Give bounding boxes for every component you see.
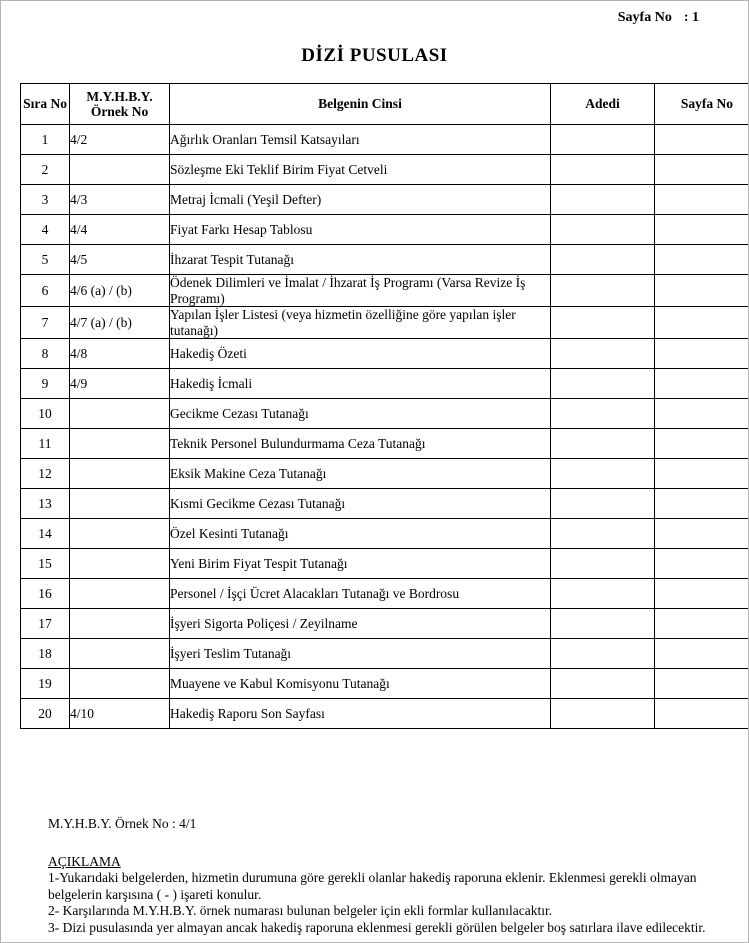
sayfa-no-cell [655,275,749,307]
header-ornek-no: M.Y.H.B.Y. Örnek No [70,84,170,125]
ornek-no-cell [70,399,170,429]
table-row [21,185,749,215]
sayfa-no-cell [655,669,749,699]
sayfa-no-cell [655,155,749,185]
sira-no-cell: 3 [21,185,70,215]
belgenin-cinsi-cell: Yeni Birim Fiyat Tespit Tutanağı [170,549,551,579]
header-adedi: Adedi [551,84,655,125]
table-row [21,155,749,185]
ornek-no-cell [70,459,170,489]
sayfa-no-cell [655,699,749,729]
sayfa-no-cell [655,307,749,339]
form-ornek-no-line: M.Y.H.B.Y. Örnek No : 4/1 [48,816,197,831]
sira-no-cell: 17 [21,609,70,639]
document-index-table [20,83,749,729]
table-row [21,339,749,369]
sayfa-no-cell [655,639,749,669]
belgenin-cinsi-cell: Sözleşme Eki Teklif Birim Fiyat Cetveli [170,155,551,185]
sayfa-no-cell [655,125,749,155]
table-row [21,459,749,489]
sira-no-cell: 4 [21,215,70,245]
sira-no-cell: 20 [21,699,70,729]
sira-no-cell: 16 [21,579,70,609]
adedi-cell [551,579,655,609]
table-row [21,639,749,669]
sira-no-cell: 18 [21,639,70,669]
adedi-cell [551,489,655,519]
belgenin-cinsi-cell: Yapılan İşler Listesi (veya hizmetin özelliğine göre yapılan işler tutanağı) [170,307,551,339]
table-row [21,669,749,699]
adedi-cell [551,155,655,185]
page-number-label: Sayfa No [617,10,672,25]
table-row [21,699,749,729]
belgenin-cinsi-cell: Personel / İşçi Ücret Alacakları Tutanağı ve Bordrosu [170,579,551,609]
sayfa-no-cell [655,215,749,245]
ornek-no-cell: 4/4 [70,215,170,245]
sayfa-no-cell [655,399,749,429]
sayfa-no-cell [655,369,749,399]
table-row [21,245,749,275]
table-row [21,609,749,639]
sira-no-cell: 15 [21,549,70,579]
belgenin-cinsi-cell: Muayene ve Kabul Komisyonu Tutanağı [170,669,551,699]
sira-no-cell: 14 [21,519,70,549]
sayfa-no-cell [655,609,749,639]
sayfa-no-cell [655,185,749,215]
belgenin-cinsi-cell: İşyeri Teslim Tutanağı [170,639,551,669]
ornek-no-cell [70,639,170,669]
adedi-cell [551,459,655,489]
adedi-cell [551,699,655,729]
belgenin-cinsi-cell: Hakediş İcmali [170,369,551,399]
table-row [21,215,749,245]
belgenin-cinsi-cell: Ödenek Dilimleri ve İmalat / İhzarat İş Programı (Varsa Revize İş Programı) [170,275,551,307]
ornek-no-cell: 4/2 [70,125,170,155]
ornek-no-cell [70,549,170,579]
header-sira-no: Sıra No [21,84,70,125]
sayfa-no-cell [655,429,749,459]
sayfa-no-cell [655,489,749,519]
table-row [21,519,749,549]
table-row [21,369,749,399]
belgenin-cinsi-cell: Hakediş Raporu Son Sayfası [170,699,551,729]
belgenin-cinsi-cell: Gecikme Cezası Tutanağı [170,399,551,429]
table-row [21,549,749,579]
sira-no-cell: 10 [21,399,70,429]
sayfa-no-cell [655,579,749,609]
adedi-cell [551,125,655,155]
sayfa-no-cell [655,519,749,549]
ornek-no-cell [70,519,170,549]
ornek-no-cell [70,579,170,609]
ornek-no-cell [70,669,170,699]
belgenin-cinsi-cell: İşyeri Sigorta Poliçesi / Zeyilname [170,609,551,639]
sira-no-cell: 12 [21,459,70,489]
table-header-row [21,84,749,125]
belgenin-cinsi-cell: Kısmi Gecikme Cezası Tutanağı [170,489,551,519]
table-row [21,489,749,519]
sayfa-no-cell [655,459,749,489]
table-row [21,125,749,155]
aciklama-note-3: 3- Dizi pusulasında yer almayan ancak hakediş raporuna eklenmesi gerekli görülen belgeler boş satırlara ilave edilecektir. [48,919,706,935]
adedi-cell [551,669,655,699]
footer-block [48,816,734,936]
ornek-no-cell: 4/6 (a) / (b) [70,275,170,307]
header-belgenin-cinsi: Belgenin Cinsi [170,84,551,125]
adedi-cell [551,215,655,245]
sira-no-cell: 13 [21,489,70,519]
adedi-cell [551,339,655,369]
adedi-cell [551,399,655,429]
adedi-cell [551,429,655,459]
belgenin-cinsi-cell: Ağırlık Oranları Temsil Katsayıları [170,125,551,155]
adedi-cell [551,369,655,399]
table-header [21,84,749,125]
page-number-value: : 1 [683,10,699,25]
sayfa-no-cell [655,245,749,275]
sira-no-cell: 19 [21,669,70,699]
ornek-no-cell [70,429,170,459]
adedi-cell [551,639,655,669]
sira-no-cell: 8 [21,339,70,369]
aciklama-note-1: 1-Yukarıdaki belgelerden, hizmetin durumuna göre gerekli olanlar hakediş raporuna eklenir. Eklenmesi gerekli olmayan belgelerin karşısına ( - ) işareti konulur. [48,870,697,902]
sayfa-no-cell [655,339,749,369]
sira-no-cell: 6 [21,275,70,307]
belgenin-cinsi-cell: Eksik Makine Ceza Tutanağı [170,459,551,489]
sira-no-cell: 9 [21,369,70,399]
belgenin-cinsi-cell: Özel Kesinti Tutanağı [170,519,551,549]
table-body [21,125,749,729]
adedi-cell [551,275,655,307]
ornek-no-cell [70,489,170,519]
sira-no-cell: 2 [21,155,70,185]
header-sayfa-no: Sayfa No [655,84,749,125]
table-row [21,579,749,609]
adedi-cell [551,549,655,579]
sira-no-cell: 1 [21,125,70,155]
ornek-no-cell: 4/7 (a) / (b) [70,307,170,339]
ornek-no-cell: 4/8 [70,339,170,369]
page-title: DİZİ PUSULASI [301,45,448,66]
aciklama-heading: AÇIKLAMA [48,853,121,869]
sira-no-cell: 5 [21,245,70,275]
ornek-no-cell: 4/9 [70,369,170,399]
ornek-no-cell: 4/5 [70,245,170,275]
table-row [21,399,749,429]
adedi-cell [551,519,655,549]
belgenin-cinsi-cell: İhzarat Tespit Tutanağı [170,245,551,275]
sira-no-cell: 7 [21,307,70,339]
aciklama-notes [48,870,734,936]
sira-no-cell: 11 [21,429,70,459]
table-row [21,307,749,339]
ornek-no-cell: 4/10 [70,699,170,729]
adedi-cell [551,609,655,639]
adedi-cell [551,307,655,339]
belgenin-cinsi-cell: Hakediş Özeti [170,339,551,369]
ornek-no-cell [70,155,170,185]
table-row [21,429,749,459]
ornek-no-cell [70,609,170,639]
belgenin-cinsi-cell: Fiyat Farkı Hesap Tablosu [170,215,551,245]
belgenin-cinsi-cell: Metraj İcmali (Yeşil Defter) [170,185,551,215]
belgenin-cinsi-cell: Teknik Personel Bulundurmama Ceza Tutanağı [170,429,551,459]
ornek-no-cell: 4/3 [70,185,170,215]
adedi-cell [551,185,655,215]
sayfa-no-cell [655,549,749,579]
adedi-cell [551,245,655,275]
table-row [21,275,749,307]
page-number [618,10,699,26]
aciklama-note-2: 2- Karşılarında M.Y.H.B.Y. örnek numarası bulunan belgeler için ekli formlar kullanılacaktır. [48,903,553,918]
